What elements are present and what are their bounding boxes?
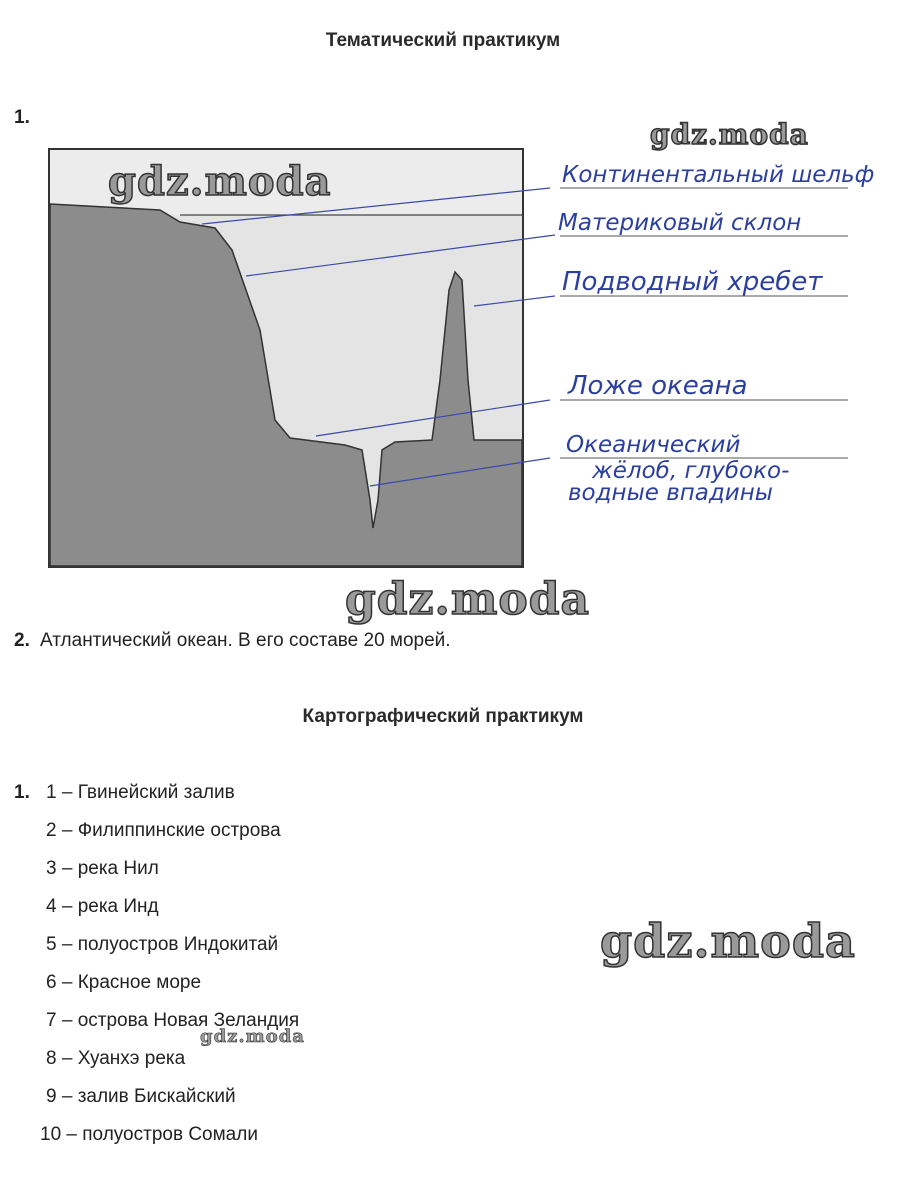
task1-number: 1. (14, 107, 30, 128)
watermark: gdz.moda (108, 158, 332, 205)
label-slope: Материковый склон (558, 210, 802, 236)
list-item: 7 – острова Новая Зеландия (46, 1010, 300, 1031)
list-item: 5 – полуостров Индокитай (46, 934, 279, 955)
task2-answer: Атлантический океан. В его составе 20 морей. (40, 630, 451, 651)
list-item: 6 – Красное море (46, 972, 202, 993)
label-shelf: Континентальный шельф (562, 162, 875, 188)
label-floor: Ложе океана (568, 371, 748, 401)
cartographic-task-number: 1. (14, 782, 30, 803)
list-item: 1 – Гвинейский залив (46, 782, 235, 803)
list-item: 9 – залив Бискайский (46, 1086, 236, 1107)
cartographic-heading: Картографический практикум (302, 706, 584, 727)
label-trench-line3: водные впадины (568, 480, 773, 506)
task2-number: 2. (14, 630, 30, 651)
list-item: 4 – река Инд (46, 896, 159, 917)
list-item: 3 – река Нил (46, 858, 159, 879)
list-item: 10 – полуостров Сомали (40, 1124, 258, 1145)
label-trench-line1: Океанический (566, 432, 741, 458)
watermark: gdz.moda (650, 118, 809, 151)
watermark: gdz.moda (345, 574, 591, 625)
label-ridge: Подводный хребет (562, 267, 823, 297)
list-item: 2 – Филиппинские острова (46, 820, 281, 841)
watermark: gdz.moda (200, 1026, 305, 1047)
list-item: 8 – Хуанхэ река (46, 1048, 186, 1069)
thematic-heading: Тематический практикум (325, 30, 561, 51)
watermark: gdz.moda (600, 914, 856, 968)
label-trench-line2: жёлоб, глубоко- (592, 458, 790, 484)
